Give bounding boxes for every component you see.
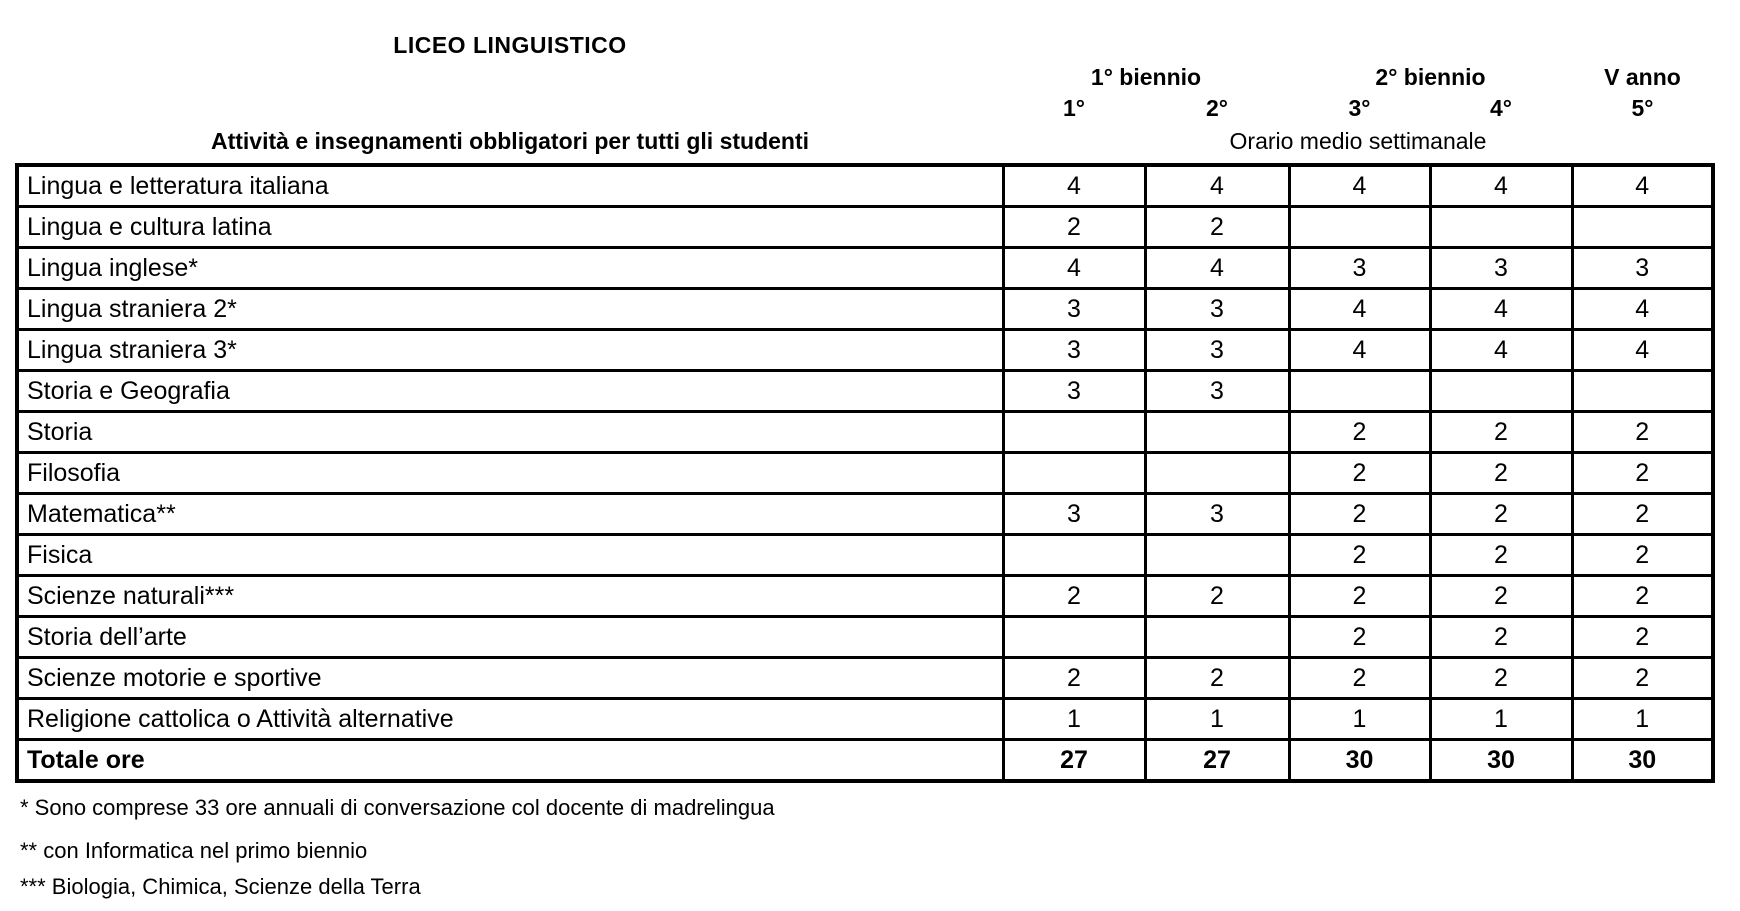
hours-cell: 3 [1145,494,1289,535]
subject-cell: Filosofia [17,453,1003,494]
hours-cell: 2 [1572,535,1713,576]
header-year-2: 2° [1206,95,1228,121]
hours-cell: 3 [1145,330,1289,371]
hours-cell [1145,535,1289,576]
hours-cell: 2 [1572,494,1713,535]
total-hours-cell: 30 [1572,740,1713,782]
hours-cell: 2 [1572,617,1713,658]
hours-cell: 2 [1430,658,1572,699]
curriculum-table [15,163,1715,783]
hours-cell [1145,617,1289,658]
hours-cell: 2 [1572,576,1713,617]
activities-column-header: Attività e insegnamenti obbligatori per tutti gli studenti [210,128,810,154]
hours-cell [1003,412,1145,453]
table-row [17,658,1713,699]
hours-cell: 2 [1572,658,1713,699]
footnote-madrelingua: * Sono comprese 33 ore annuali di conversazione col docente di madrelingua [20,795,775,820]
subject-cell: Storia e Geografia [17,371,1003,412]
hours-cell: 2 [1289,576,1430,617]
hours-cell: 1 [1289,699,1430,740]
hours-cell: 2 [1289,453,1430,494]
hours-cell: 2 [1145,207,1289,248]
table-row [17,165,1713,207]
subject-cell: Lingua straniera 2* [17,289,1003,330]
hours-cell: 2 [1289,494,1430,535]
table-row [17,371,1713,412]
hours-cell: 2 [1003,658,1145,699]
table-row [17,330,1713,371]
footnote-informatica: ** con Informatica nel primo biennio [20,838,368,863]
subject-cell: Lingua e cultura latina [17,207,1003,248]
hours-cell: 1 [1430,699,1572,740]
hours-cell: 4 [1430,289,1572,330]
hours-cell: 3 [1289,248,1430,289]
hours-cell: 2 [1430,535,1572,576]
hours-cell: 2 [1003,207,1145,248]
hours-cell: 4 [1145,248,1289,289]
footnote-biologia: *** Biologia, Chimica, Scienze della Terra [20,874,421,899]
table-row [17,289,1713,330]
hours-cell: 4 [1572,289,1713,330]
hours-cell: 4 [1145,165,1289,207]
hours-cell: 1 [1003,699,1145,740]
hours-cell [1145,453,1289,494]
subject-cell: Religione cattolica o Attività alternative [17,699,1003,740]
hours-cell [1003,617,1145,658]
hours-cell: 4 [1572,165,1713,207]
header-group-second-biennium: 2° biennio [1375,64,1486,90]
table-row [17,576,1713,617]
hours-cell [1572,207,1713,248]
table-row [17,412,1713,453]
hours-cell: 4 [1289,289,1430,330]
subject-cell: Storia [17,412,1003,453]
hours-cell: 3 [1145,371,1289,412]
total-label-cell: Totale ore [17,740,1003,782]
total-hours-cell: 27 [1145,740,1289,782]
hours-cell: 3 [1003,330,1145,371]
hours-cell: 4 [1003,165,1145,207]
hours-cell [1289,207,1430,248]
hours-cell: 2 [1430,617,1572,658]
hours-cell: 2 [1145,658,1289,699]
hours-cell: 2 [1430,576,1572,617]
hours-cell: 3 [1430,248,1572,289]
table-row [17,494,1713,535]
hours-cell: 2 [1003,576,1145,617]
subject-cell: Lingua inglese* [17,248,1003,289]
hours-cell: 3 [1003,494,1145,535]
hours-cell: 3 [1003,371,1145,412]
page-title: LICEO LINGUISTICO [393,32,627,58]
hours-cell: 2 [1572,453,1713,494]
header-year-1: 1° [1063,95,1085,121]
hours-cell: 2 [1289,617,1430,658]
table-row [17,535,1713,576]
table-row [17,453,1713,494]
hours-cell [1003,453,1145,494]
hours-cell: 3 [1572,248,1713,289]
subject-cell: Scienze motorie e sportive [17,658,1003,699]
hours-cell: 3 [1003,289,1145,330]
hours-cell [1289,371,1430,412]
total-hours-cell: 30 [1430,740,1572,782]
hours-cell: 1 [1145,699,1289,740]
subject-cell: Storia dell’arte [17,617,1003,658]
hours-cell [1003,535,1145,576]
hours-cell: 4 [1003,248,1145,289]
header-group-first-biennium: 1° biennio [1090,64,1202,90]
hours-cell: 4 [1289,330,1430,371]
hours-cell: 2 [1145,576,1289,617]
subject-cell: Lingua e letteratura italiana [17,165,1003,207]
hours-cell: 2 [1289,412,1430,453]
hours-cell: 2 [1430,412,1572,453]
hours-cell: 4 [1430,330,1572,371]
subject-cell: Matematica** [17,494,1003,535]
hours-cell: 2 [1572,412,1713,453]
hours-cell: 4 [1572,330,1713,371]
header-year-3: 3° [1348,95,1371,121]
subject-cell: Scienze naturali*** [17,576,1003,617]
hours-cell [1145,412,1289,453]
hours-cell: 1 [1572,699,1713,740]
hours-cell [1430,371,1572,412]
hours-cell: 4 [1430,165,1572,207]
total-hours-cell: 27 [1003,740,1145,782]
header-year-5: 5° [1631,95,1654,121]
hours-cell [1572,371,1713,412]
table-row [17,699,1713,740]
table-row [17,617,1713,658]
total-hours-cell: 30 [1289,740,1430,782]
hours-cell: 4 [1289,165,1430,207]
header-year-4: 4° [1490,95,1512,121]
table-row [17,207,1713,248]
weekly-schedule-header: Orario medio settimanale [1229,128,1487,154]
hours-cell: 2 [1289,535,1430,576]
header-group-fifth-year: V anno [1604,64,1681,90]
table-row [17,248,1713,289]
hours-cell [1430,207,1572,248]
hours-cell: 3 [1145,289,1289,330]
subject-cell: Fisica [17,535,1003,576]
total-row [17,740,1713,782]
hours-cell: 2 [1430,453,1572,494]
hours-cell: 2 [1289,658,1430,699]
hours-cell: 2 [1430,494,1572,535]
subject-cell: Lingua straniera 3* [17,330,1003,371]
